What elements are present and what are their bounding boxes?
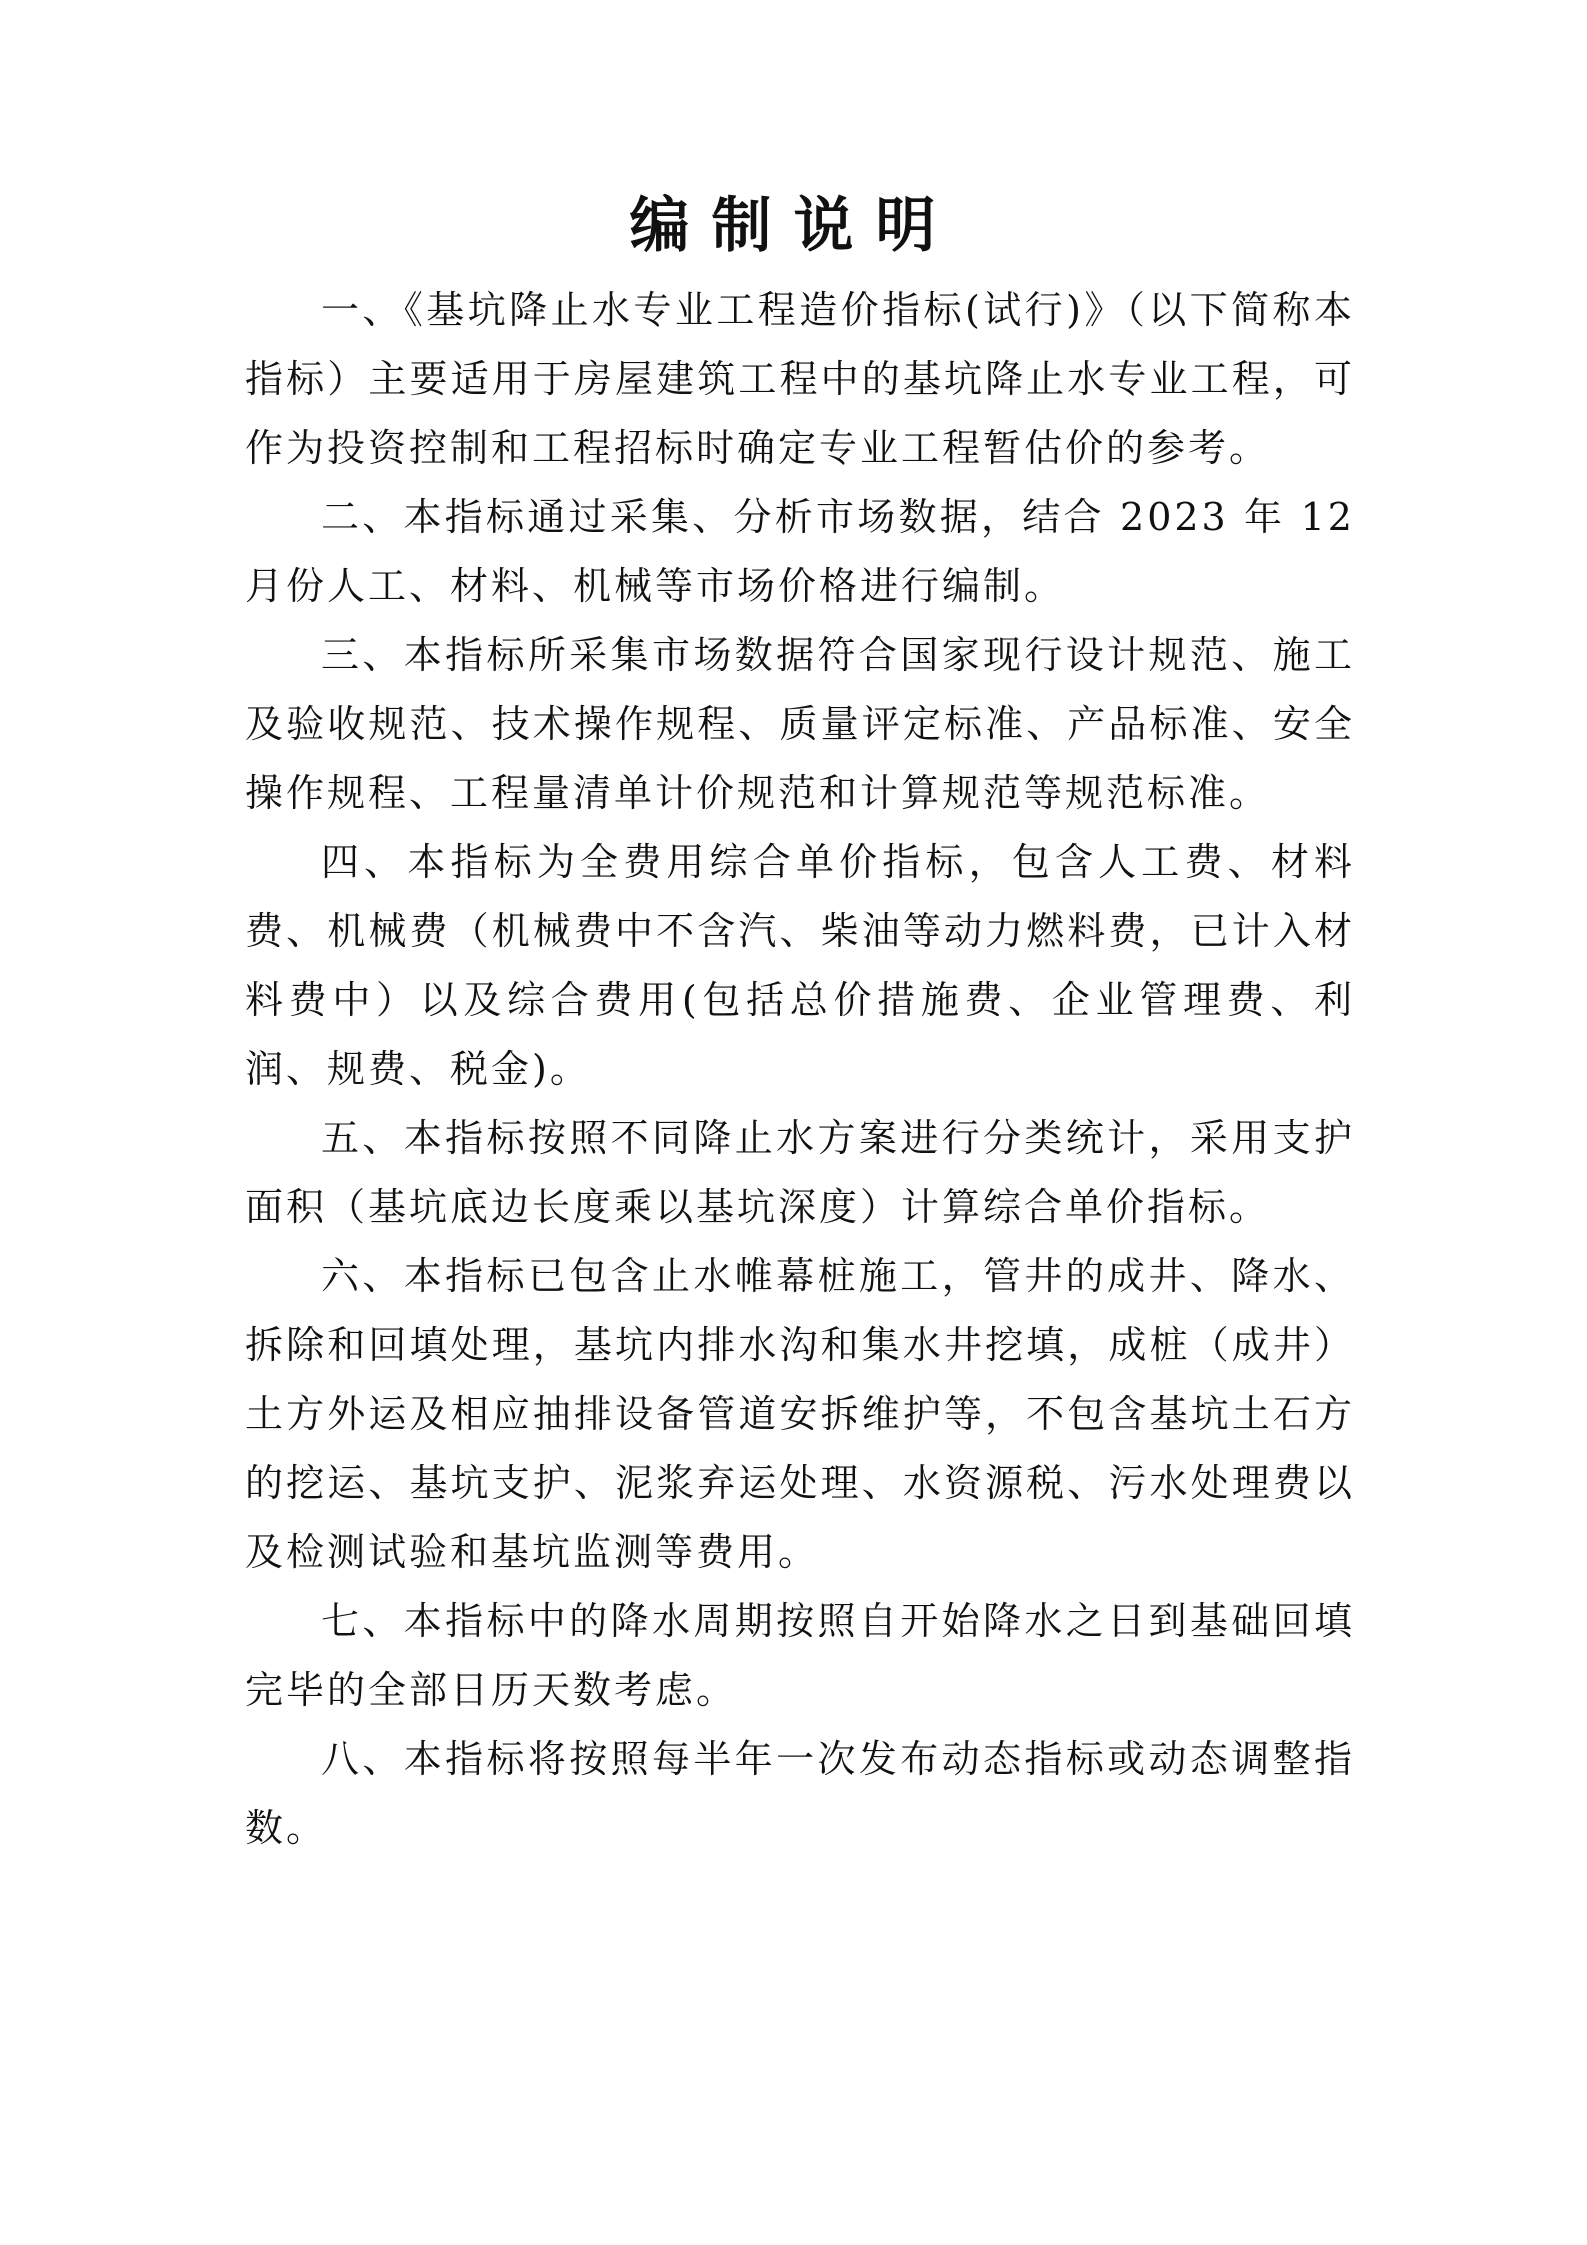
page-title: 编制说明 bbox=[629, 191, 958, 261]
document-body bbox=[245, 276, 1355, 1863]
paragraph-7: 七、本指标中的降水周期按照自开始降水之日到基础回填完毕的全部日历天数考虑。 bbox=[245, 1599, 1355, 1712]
paragraph-8: 八、本指标将按照每半年一次发布动态指标或动态调整指数。 bbox=[245, 1737, 1355, 1850]
paragraph-2: 二、本指标通过采集、分析市场数据，结合 2023 年 12 月份人工、材料、机械等市场价格进行编制。 bbox=[245, 495, 1355, 608]
paragraph-3: 三、本指标所采集市场数据符合国家现行设计规范、施工及验收规范、技术操作规程、质量评定标准、产品标准、安全操作规程、工程量清单计价规范和计算规范等规范标准。 bbox=[245, 633, 1355, 815]
paragraph-6: 六、本指标已包含止水帷幕桩施工，管井的成井、降水、拆除和回填处理，基坑内排水沟和集水井挖填，成桩（成井）土方外运及相应抽排设备管道安拆维护等，不包含基坑土石方的挖运、基坑支护、泥浆弃运处理、水资源税、污水处理费以及检测试验和基坑监测等费用。 bbox=[245, 1254, 1355, 1574]
paragraph-4: 四、本指标为全费用综合单价指标，包含人工费、材料费、机械费（机械费中不含汽、柴油等动力燃料费，已计入材料费中）以及综合费用(包括总价措施费、企业管理费、利润、规费、税金)。 bbox=[245, 840, 1355, 1091]
paragraph-1: 一、《基坑降止水专业工程造价指标(试行)》（以下简称本指标）主要适用于房屋建筑工程中的基坑降止水专业工程，可作为投资控制和工程招标时确定专业工程暂估价的参考。 bbox=[245, 288, 1355, 470]
paragraph-5: 五、本指标按照不同降止水方案进行分类统计，采用支护面积（基坑底边长度乘以基坑深度）计算综合单价指标。 bbox=[245, 1116, 1355, 1229]
